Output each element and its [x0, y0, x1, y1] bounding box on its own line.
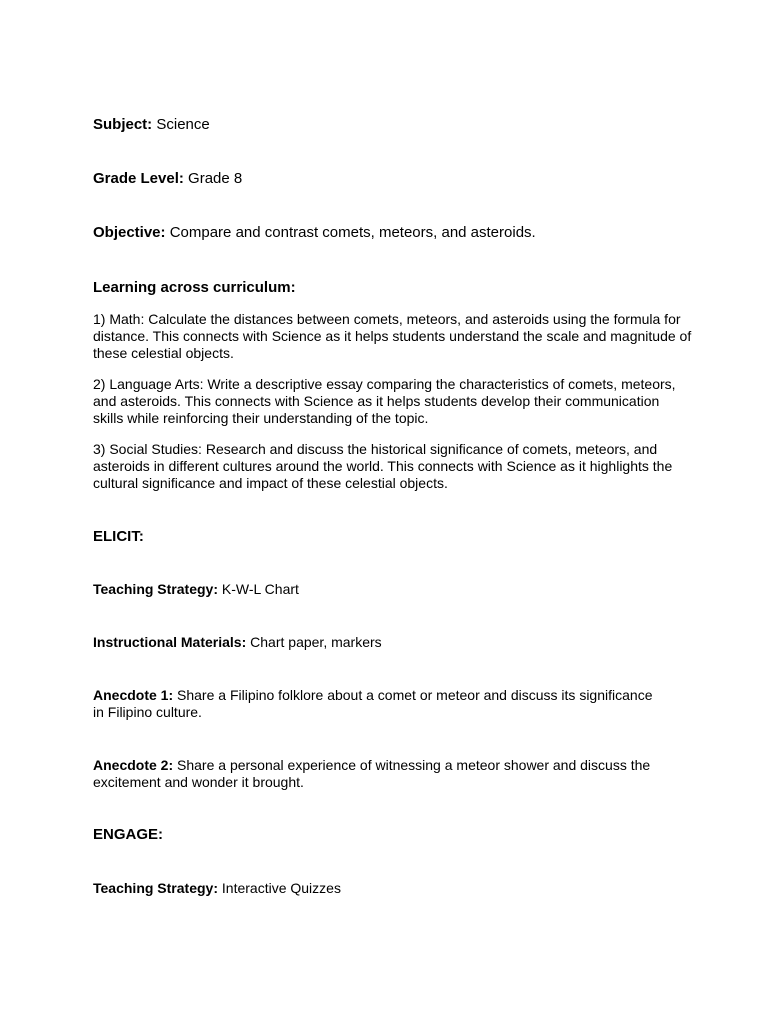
anecdote-1-label: Anecdote 1:: [93, 687, 174, 703]
elicit-heading: ELICIT:: [93, 528, 144, 545]
instructional-materials-label: Instructional Materials:: [93, 634, 247, 650]
subject-label: Subject:: [93, 116, 153, 133]
objective-value: Compare and contrast comets, meteors, and asteroids.: [169, 224, 536, 241]
grade-level-value: Grade 8: [188, 170, 243, 187]
engage-teaching-strategy-label: Teaching Strategy:: [93, 880, 218, 896]
instructional-materials-value: Chart paper, markers: [250, 634, 382, 650]
anecdote-2-value: Share a personal experience of witnessing a meteor shower and discuss the excitement and wonder it brought.: [93, 757, 651, 790]
curriculum-item-math: 1) Math: Calculate the distances between comets, meteors, and asteroids using the formula for distance. This connects with Science as it helps students understand the scale and magnitude of these celestial objects.: [93, 311, 692, 361]
anecdote-2-label: Anecdote 2:: [93, 757, 174, 773]
elicit-teaching-strategy-label: Teaching Strategy:: [93, 581, 218, 597]
elicit-instructional-materials: [93, 634, 693, 651]
engage-teaching-strategy-value: Interactive Quizzes: [221, 880, 341, 896]
grade-level-label: Grade Level:: [93, 170, 184, 187]
elicit-teaching-strategy: [93, 581, 693, 598]
curriculum-item-language-arts: 2) Language Arts: Write a descriptive essay comparing the characteristics of comets, meteors, and asteroids. This connects with Science as it helps students develop their communication skills while reinforcing their understanding of the topic.: [93, 376, 676, 426]
engage-teaching-strategy: [93, 880, 693, 897]
objective-field: [93, 224, 693, 242]
elicit-teaching-strategy-value: K-W-L Chart: [221, 581, 299, 597]
curriculum-heading: Learning across curriculum:: [93, 279, 296, 296]
anecdote-2: [93, 757, 653, 791]
objective-label: Objective:: [93, 224, 166, 241]
anecdote-1-value: Share a Filipino folklore about a comet or meteor and discuss its significance in Filipino culture.: [93, 687, 653, 720]
grade-level-field: [93, 170, 693, 188]
anecdote-1: [93, 687, 653, 721]
subject-value: Science: [156, 116, 210, 133]
engage-heading: ENGAGE:: [93, 826, 164, 843]
subject-field: [93, 116, 693, 134]
curriculum-item-social-studies: 3) Social Studies: Research and discuss the historical significance of comets, meteors, and asteroids in different cultures around the world. This connects with Science as it highlights the cultural significance and impact of these celestial objects.: [93, 441, 673, 491]
